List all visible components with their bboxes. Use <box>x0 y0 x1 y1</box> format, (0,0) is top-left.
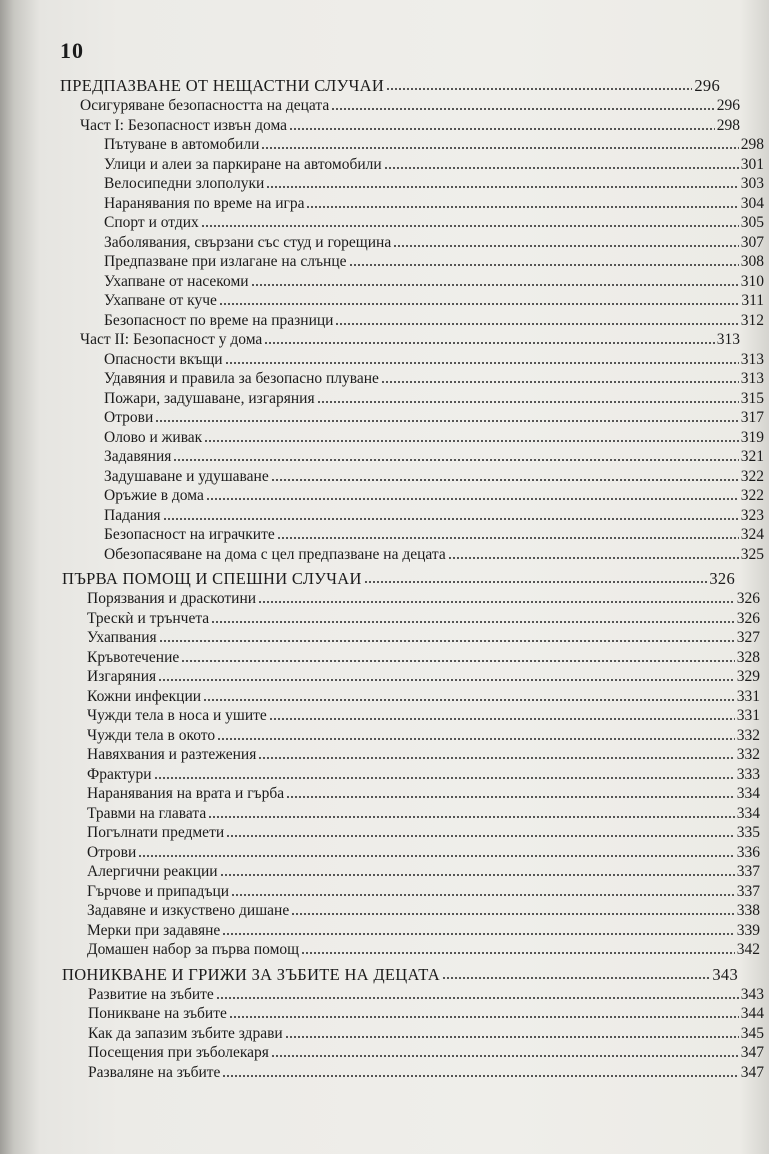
dot-leader <box>201 213 739 233</box>
toc-entry-title: Наранявания на врата и гърба <box>87 785 285 802</box>
dot-leader <box>203 687 735 707</box>
dot-leader <box>206 486 739 506</box>
toc-entry-title: Домашен набор за първа помощ <box>87 941 300 958</box>
toc-entry-title: Трескѝ и трънчета <box>87 609 210 627</box>
toc-entry <box>60 194 764 214</box>
toc-section-heading <box>62 964 738 985</box>
dot-leader <box>231 882 735 902</box>
dot-leader <box>219 291 739 311</box>
toc-entry-title: Осигуряване безопасността на децата <box>80 97 330 114</box>
dot-leader <box>251 272 739 292</box>
toc-entry-title: Обезопасяване на дома с цел предпазване на децата <box>104 545 446 563</box>
dot-leader <box>217 726 735 746</box>
toc-entry <box>62 882 760 902</box>
dot-leader <box>216 985 739 1005</box>
toc-entry <box>60 252 764 272</box>
toc-entry <box>62 784 760 804</box>
dot-leader <box>301 940 735 960</box>
toc-entry-title: Изгаряния <box>87 668 157 685</box>
toc-entry <box>62 628 760 648</box>
toc-entry <box>62 1043 764 1063</box>
dot-leader <box>335 311 738 331</box>
toc-entry <box>62 823 760 843</box>
toc-entry-page-number: 347 <box>740 1063 764 1081</box>
toc-entry-page-number: 307 <box>740 233 764 251</box>
toc-entry-page-number: 343 <box>740 985 764 1003</box>
dot-leader <box>317 389 739 409</box>
dot-leader <box>181 648 734 668</box>
toc-entry-page-number: 328 <box>736 648 760 666</box>
dot-leader <box>208 804 735 824</box>
toc-entry-title: Навяхвания и разтежения <box>87 746 257 763</box>
toc-entry-title: Заболявания, свързани със студ и горещина <box>104 233 392 251</box>
dot-leader <box>258 589 735 609</box>
toc-entry <box>60 506 764 526</box>
dot-leader <box>159 628 735 648</box>
toc-section <box>0 75 769 564</box>
toc-entry-page-number: 331 <box>736 707 760 724</box>
toc-entry-page-number: 329 <box>736 668 760 685</box>
toc-entry-page-number: 333 <box>736 765 760 783</box>
toc-entry-title: Кръвотечение <box>87 648 180 666</box>
toc-entry <box>60 96 740 116</box>
dot-leader <box>258 745 734 765</box>
toc-entry-title: Олово и живак <box>104 428 203 446</box>
toc-entry-page-number: 347 <box>740 1044 764 1061</box>
toc-entry-page-number: 305 <box>740 214 764 231</box>
toc-entry-title: Пътуване в автомобили <box>104 136 260 153</box>
toc-entry-title: Отрови <box>87 843 137 861</box>
toc-entry-page-number: 334 <box>736 785 760 802</box>
dot-leader <box>364 568 708 589</box>
toc-entry-title: Порязвания и драскотини <box>87 590 257 607</box>
toc-entry-title: Падания <box>104 506 161 524</box>
dot-leader <box>349 252 739 272</box>
toc-entry-page-number: 339 <box>736 921 760 939</box>
dot-leader <box>225 350 739 370</box>
dot-leader <box>286 784 735 804</box>
dot-leader <box>306 194 738 214</box>
toc-entry-page-number: 345 <box>740 1024 764 1042</box>
dot-leader <box>271 1043 739 1063</box>
dot-leader <box>386 75 692 96</box>
dot-leader <box>163 506 739 526</box>
toc-entry-page-number: 342 <box>736 941 760 958</box>
toc-entry-title: Задавяне и изкуствено дишане <box>87 902 290 919</box>
toc-entry-title: Развитие на зъбите <box>88 985 214 1003</box>
toc-entry-page-number: 298 <box>716 116 740 134</box>
dot-leader <box>269 706 735 726</box>
toc-entry-title: Фрактури <box>87 765 152 783</box>
toc-entry-page-number: 310 <box>740 272 764 290</box>
toc-entry <box>62 706 760 726</box>
toc-entry <box>60 545 764 565</box>
toc-entry-title: Велосипедни злополуки <box>104 175 265 192</box>
toc-entry-page-number: 319 <box>740 428 764 446</box>
toc-entry-page-number: 313 <box>740 350 764 368</box>
toc-entry-title: Посещения при зъболекаря <box>88 1044 269 1061</box>
toc-entry-page-number: 313 <box>740 370 764 387</box>
toc-entry-page-number: 337 <box>736 882 760 900</box>
dot-leader <box>211 609 735 629</box>
dot-leader <box>331 96 715 116</box>
toc-entry-page-number: 326 <box>736 590 760 607</box>
toc-entry <box>62 667 760 687</box>
dot-leader <box>222 921 734 941</box>
toc-entry-title: Удавяния и правила за безопасно плуване <box>104 370 379 387</box>
toc-entry-page-number: 315 <box>740 389 764 407</box>
table-of-contents <box>0 75 769 1082</box>
toc-entry-title: Улици и алеи за паркиране на автомобили <box>104 155 382 173</box>
toc-entry-title: Кожни инфекции <box>87 687 202 705</box>
toc-entry-title: Спорт и отдих <box>104 214 199 231</box>
toc-section-heading <box>60 75 720 96</box>
toc-entry-title: Погълнати предмети <box>87 824 225 841</box>
toc-entry <box>60 174 764 194</box>
toc-entry-title: Гърчове и припадъци <box>87 882 230 900</box>
dot-leader <box>158 667 735 687</box>
toc-entry <box>62 1004 764 1024</box>
toc-entry <box>62 1024 764 1044</box>
dot-leader <box>226 823 735 843</box>
dot-leader <box>261 135 738 155</box>
toc-entry <box>60 213 764 233</box>
toc-entry-title: Отрови <box>104 409 154 426</box>
toc-entry <box>60 135 764 155</box>
dot-leader <box>266 174 738 194</box>
toc-entry <box>60 486 764 506</box>
dot-leader <box>155 408 738 428</box>
toc-entry <box>62 609 760 629</box>
toc-entry-title: Ухапване от куче <box>104 292 217 309</box>
toc-entry-title: Наранявания по време на игра <box>104 194 305 212</box>
toc-entry-page-number: 321 <box>740 448 764 465</box>
toc-entry-title: ПЪРВА ПОМОЩ И СПЕШНИ СЛУЧАИ <box>62 569 362 588</box>
dot-leader <box>448 545 739 565</box>
toc-entry-title: ПРЕДПАЗВАНЕ ОТ НЕЩАСТНИ СЛУЧАИ <box>60 76 385 95</box>
dot-leader <box>277 525 739 545</box>
page-number: 10 <box>60 38 84 63</box>
toc-entry-page-number: 331 <box>736 687 760 705</box>
toc-entry-page-number: 324 <box>740 526 764 543</box>
dot-leader <box>222 1063 738 1083</box>
toc-entry-title: Как да запазим зъбите здрави <box>88 1024 283 1042</box>
toc-entry-page-number: 337 <box>736 863 760 880</box>
toc-entry-page-number: 336 <box>736 843 760 861</box>
toc-entry-page-number: 298 <box>740 136 764 153</box>
toc-entry-page-number: 325 <box>740 545 764 563</box>
toc-entry-title: Част II: Безопасност у дома <box>80 331 263 348</box>
toc-entry <box>60 408 764 428</box>
toc-entry <box>62 985 764 1005</box>
dot-leader <box>384 155 739 175</box>
toc-entry-title: Поникване на зъбите <box>88 1005 227 1022</box>
toc-entry-page-number: 303 <box>740 175 764 192</box>
toc-entry <box>60 467 764 487</box>
toc-entry <box>62 804 760 824</box>
toc-entry-title: Пожари, задушаване, изгаряния <box>104 389 315 407</box>
toc-entry-title: Безопасност на играчките <box>104 526 275 543</box>
toc-section-heading <box>62 568 735 589</box>
toc-entry-title: ПОНИКВАНЕ И ГРИЖИ ЗА ЗЪБИТЕ НА ДЕЦАТА <box>62 964 441 984</box>
toc-entry <box>62 843 760 863</box>
toc-entry-title: Задушаване и удушаване <box>104 467 269 485</box>
toc-entry <box>62 765 760 785</box>
toc-entry-page-number: 335 <box>736 824 760 841</box>
toc-entry-page-number: 301 <box>740 155 764 173</box>
toc-section <box>0 964 769 1083</box>
toc-entry-title: Безопасност по време на празници <box>104 311 334 329</box>
toc-entry-page-number: 344 <box>740 1005 764 1022</box>
toc-entry-page-number: 322 <box>740 467 764 485</box>
toc-entry-title: Предпазване при излагане на слънце <box>104 253 347 270</box>
dot-leader <box>220 862 735 882</box>
toc-entry-page-number: 296 <box>716 97 740 114</box>
dot-leader <box>138 843 734 863</box>
toc-entry <box>60 155 764 175</box>
toc-entry-title: Разваляне на зъбите <box>88 1063 221 1081</box>
dot-leader <box>154 765 735 785</box>
toc-entry-page-number: 308 <box>740 253 764 270</box>
toc-entry-title: Чужди тела в носа и ушите <box>87 707 267 724</box>
toc-entry-title: Мерки при задавяне <box>87 921 221 939</box>
toc-entry-title: Част I: Безопасност извън дома <box>80 116 288 134</box>
toc-entry-page-number: 323 <box>740 506 764 524</box>
toc-entry-page-number: 334 <box>736 804 760 822</box>
dot-leader <box>271 467 739 487</box>
toc-entry-page-number: 338 <box>736 902 760 919</box>
toc-entry-page-number: 304 <box>740 194 764 212</box>
dot-leader <box>285 1024 739 1044</box>
dot-leader <box>173 447 738 467</box>
dot-leader <box>291 901 735 921</box>
dot-leader <box>264 330 714 350</box>
toc-entry <box>60 428 764 448</box>
toc-entry <box>62 726 760 746</box>
toc-entry <box>62 648 760 668</box>
toc-entry <box>62 745 760 765</box>
toc-entry-title: Ухапване от насекоми <box>104 272 249 290</box>
toc-entry <box>60 369 764 389</box>
toc-entry-page-number: 327 <box>736 629 760 646</box>
toc-entry-title: Травми на главата <box>87 804 207 822</box>
toc-entry-page-number: 312 <box>740 311 764 329</box>
toc-entry <box>62 921 760 941</box>
dot-leader <box>229 1004 739 1024</box>
toc-entry-title: Ухапвания <box>87 629 157 646</box>
toc-entry-page-number: 326 <box>736 609 760 627</box>
toc-entry-page-number: 313 <box>716 331 740 348</box>
dot-leader <box>289 116 715 136</box>
dot-leader <box>204 428 739 448</box>
toc-entry-page-number: 332 <box>736 726 760 744</box>
toc-entry <box>62 901 760 921</box>
toc-entry-page-number: 322 <box>740 487 764 504</box>
toc-entry <box>62 940 760 960</box>
toc-entry <box>62 589 760 609</box>
toc-entry-title: Опасности вкъщи <box>104 350 223 368</box>
toc-entry-page-number: 317 <box>740 409 764 426</box>
toc-entry <box>60 116 740 136</box>
toc-entry-page-number: 311 <box>741 292 764 309</box>
toc-entry-title: Чужди тела в окото <box>87 726 216 744</box>
toc-entry-title: Оръжие в дома <box>104 487 204 504</box>
toc-section <box>0 568 769 960</box>
toc-entry <box>60 311 764 331</box>
toc-entry-title: Алергични реакции <box>87 863 218 880</box>
toc-entry <box>60 272 764 292</box>
dot-leader <box>442 964 710 985</box>
toc-entry-title: Задавяния <box>104 448 172 465</box>
toc-entry-page-number: 343 <box>712 964 738 984</box>
toc-entry <box>60 233 764 253</box>
toc-entry <box>60 350 764 370</box>
toc-entry-page-number: 332 <box>736 746 760 763</box>
toc-entry-page-number: 326 <box>709 569 735 588</box>
toc-entry <box>60 525 764 545</box>
toc-entry <box>60 330 740 350</box>
toc-entry <box>62 862 760 882</box>
toc-entry <box>60 447 764 467</box>
toc-entry <box>60 389 764 409</box>
toc-entry <box>60 291 764 311</box>
dot-leader <box>381 369 739 389</box>
toc-entry <box>62 1063 764 1083</box>
toc-entry-page-number: 296 <box>694 76 720 95</box>
dot-leader <box>393 233 739 253</box>
toc-entry <box>62 687 760 707</box>
